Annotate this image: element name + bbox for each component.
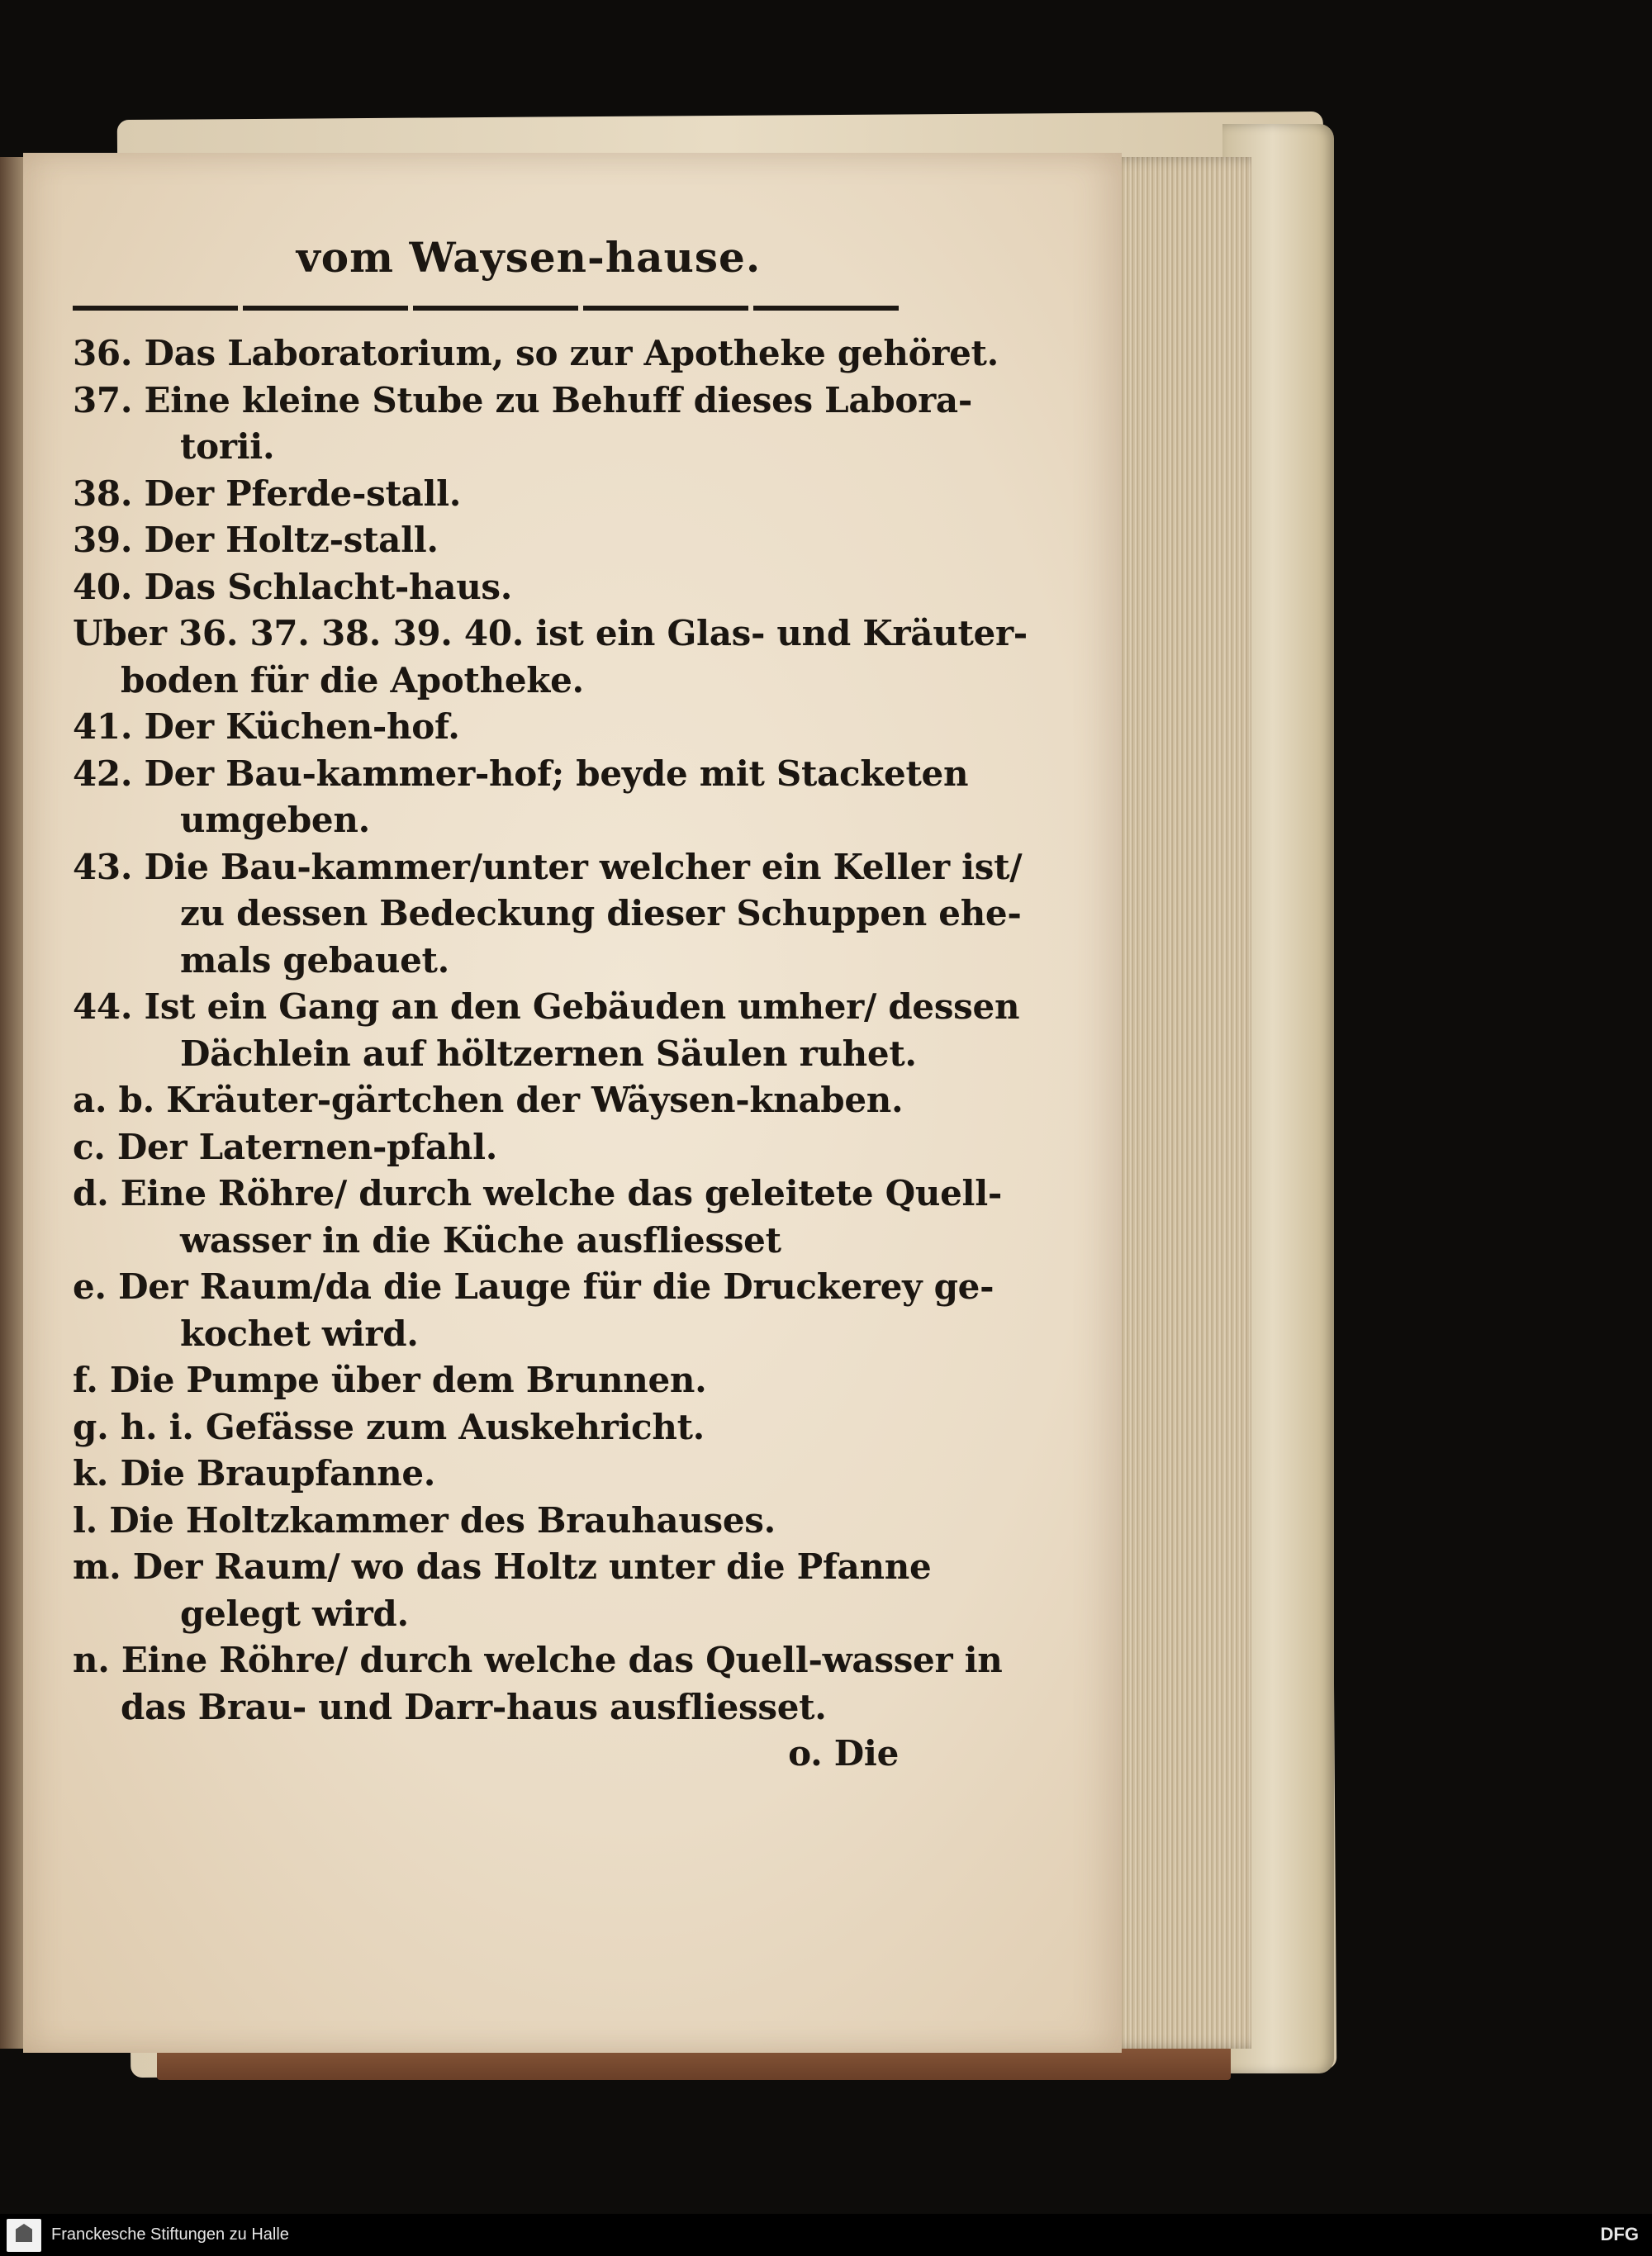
text-line: 39. Der Holtz-stall.: [73, 520, 439, 560]
text-line: mals gebauet.: [180, 939, 449, 981]
text-line: m. Der Raum/ wo das Holtz unter die Pfanne: [73, 1546, 932, 1587]
text-line: torii.: [180, 426, 275, 467]
text-line: k. Die Braupfanne.: [73, 1453, 436, 1494]
dfg-logo: DFG: [1600, 2224, 1639, 2244]
text-line: 36. Das Laboratorium, so zur Apotheke gehöret.: [73, 333, 999, 373]
text-line: o. Die: [788, 1733, 899, 1774]
text-line: l. Die Holtzkammer des Brauhauses.: [73, 1499, 776, 1541]
text-line: umgeben.: [180, 800, 370, 840]
text-line: d. Eine Röhre/ durch welche das geleitete Quell-: [73, 1173, 1002, 1213]
text-line: a. b. Kräuter-gärtchen der Wäysen-knaben.: [73, 1080, 904, 1120]
text-line: 40. Das Schlacht-haus.: [73, 566, 513, 607]
text-line: f. Die Pumpe über dem Brunnen.: [73, 1360, 707, 1400]
text-line: 41. Der Küchen-hof.: [73, 706, 460, 747]
text-line: gelegt wird.: [180, 1593, 409, 1634]
text-line: das Brau- und Darr-haus ausfliesset.: [121, 1686, 827, 1727]
text-line: boden für die Apotheke.: [121, 659, 584, 701]
text-line: Dächlein auf höltzernen Säulen ruhet.: [180, 1033, 917, 1074]
text-line: 44. Ist ein Gang an den Gebäuden umher/ dessen: [73, 986, 1020, 1027]
text-line: n. Eine Röhre/ durch welche das Quell-wasser in: [73, 1640, 1003, 1680]
text-line: wasser in die Küche ausfliesset: [180, 1219, 781, 1261]
text-line: g. h. i. Gefässe zum Auskehricht.: [73, 1406, 705, 1447]
text-line: e. Der Raum/da die Lauge für die Druckerey ge-: [73, 1266, 995, 1307]
page-text: [73, 330, 1028, 1778]
text-line: kochet wird.: [180, 1313, 419, 1354]
text-line: 43. Die Bau-kammer/unter welcher ein Keller ist/: [73, 846, 1023, 887]
institution-name: Franckesche Stiftungen zu Halle: [51, 2225, 289, 2244]
header-rule: [73, 306, 899, 311]
institution-logo-icon: [7, 2219, 41, 2252]
running-header: vom Waysen-hause.: [296, 233, 762, 282]
text-line: 42. Der Bau-kammer-hof; beyde mit Stacketen: [73, 753, 969, 794]
footer-bar: [0, 2214, 1652, 2256]
text-line: 38. Der Pferde-stall.: [73, 473, 462, 514]
text-line: Uber 36. 37. 38. 39. 40. ist ein Glas- und Kräuter-: [73, 613, 1028, 653]
text-line: 37. Eine kleine Stube zu Behuff dieses Labora-: [73, 379, 972, 420]
text-line: zu dessen Bedeckung dieser Schuppen ehe-: [180, 893, 1022, 933]
text-line: c. Der Laternen-pfahl.: [73, 1126, 498, 1167]
